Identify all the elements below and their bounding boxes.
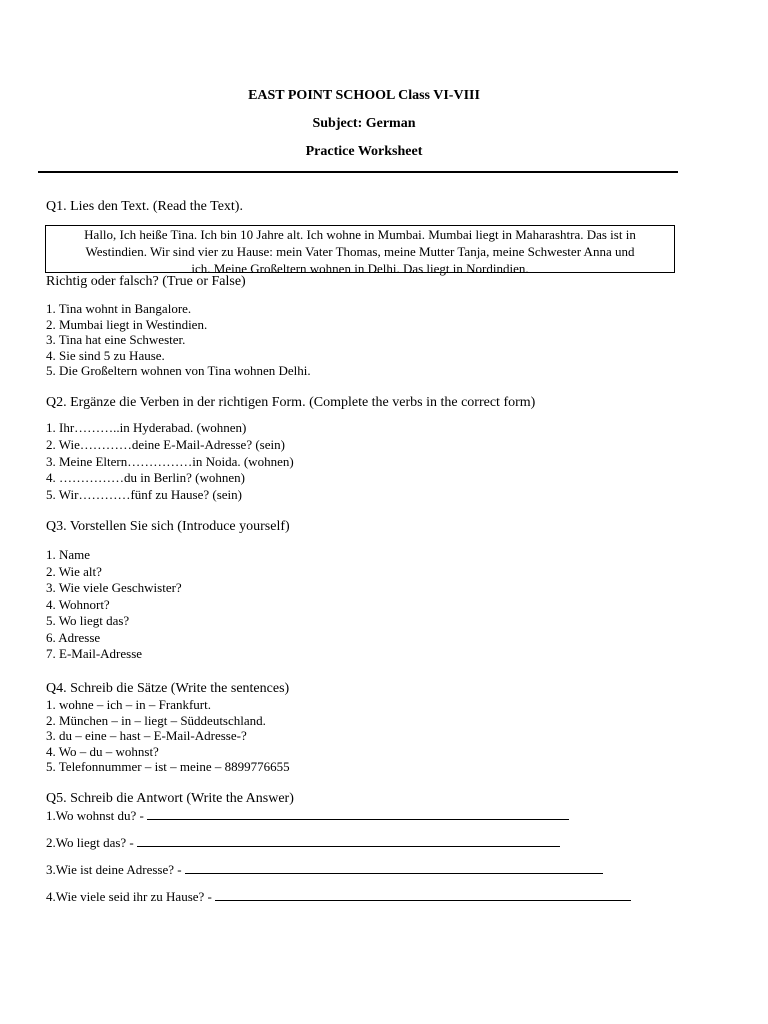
list-item: 6. Adresse — [46, 629, 101, 645]
list-item: 2. Mumbai liegt in Westindien. — [46, 316, 208, 332]
answer-row-2 — [46, 834, 560, 851]
list-item: 4. Wohnort? — [46, 596, 110, 612]
q2-list — [46, 420, 294, 504]
passage-line: ich. Meine Großeltern wohnen in Delhi. Das liegt in Nordindien. — [191, 261, 529, 276]
answer-prompt: 3.Wie ist deine Adresse? - — [46, 862, 185, 877]
school-title: EAST POINT SCHOOL Class VI-VIII — [248, 88, 480, 103]
answer-prompt: 4.Wie viele seid ihr zu Hause? - — [46, 889, 216, 904]
worksheet-title: Practice Worksheet — [305, 144, 423, 159]
answer-row-3 — [46, 861, 603, 878]
q1-subheading: Richtig oder falsch? (True or False) — [46, 274, 246, 289]
q1-list — [46, 301, 311, 379]
list-item: 4. ……………du in Berlin? (wohnen) — [46, 470, 245, 486]
list-item: 3. Wie viele Geschwister? — [46, 580, 182, 595]
q3-heading: Q3. Vorstellen Sie sich (Introduce yourself) — [46, 519, 290, 534]
q1-heading: Q1. Lies den Text. (Read the Text). — [46, 199, 243, 214]
list-item: 2. Wie alt? — [46, 563, 102, 579]
answer-row-4 — [46, 888, 631, 905]
list-item: 2. Wie…………deine E-Mail-Adresse? (sein) — [46, 436, 285, 452]
list-item: 5. Wir…………fünf zu Hause? (sein) — [46, 487, 242, 503]
q1-passage-box — [45, 225, 675, 276]
answer-blank[interactable] — [147, 807, 569, 820]
list-item: 4. Wo – du – wohnst? — [46, 743, 159, 759]
list-item: 7. E-Mail-Adresse — [46, 646, 143, 661]
answer-blank[interactable] — [185, 861, 603, 874]
q4-heading: Q4. Schreib die Sätze (Write the sentences) — [46, 681, 290, 696]
list-item: 3. Tina hat eine Schwester. — [46, 332, 186, 347]
q5-heading: Q5. Schreib die Antwort (Write the Answer) — [46, 791, 294, 806]
list-item: 1. wohne – ich – in – Frankfurt. — [46, 697, 212, 712]
list-item: 5. Wo liegt das? — [46, 613, 130, 628]
passage-line: Westindien. Wir sind vier zu Hause: mein Vater Thomas, meine Mutter Tanja, meine Schwester Anna und — [85, 244, 635, 259]
list-item: 1. Ihr………..in Hyderabad. (wohnen) — [46, 420, 247, 435]
subject-title: Subject: German — [312, 116, 416, 131]
list-item: 5. Telefonnummer – ist – meine – 8899776655 — [46, 759, 290, 774]
list-item: 1. Name — [46, 547, 91, 562]
answer-blank[interactable] — [215, 888, 631, 901]
answer-prompt: 1.Wo wohnst du? - — [46, 808, 148, 823]
passage-line: Hallo, Ich heiße Tina. Ich bin 10 Jahre alt. Ich wohne in Mumbai. Mumbai liegt in Maharashtra. Das ist in — [84, 227, 636, 242]
q4-list — [46, 697, 290, 775]
answer-row-1 — [46, 807, 569, 824]
list-item: 1. Tina wohnt in Bangalore. — [46, 301, 192, 316]
list-item: 2. München – in – liegt – Süddeutschland. — [46, 712, 266, 728]
answer-prompt: 2.Wo liegt das? - — [46, 835, 138, 850]
q3-list — [46, 547, 182, 663]
list-item: 5. Die Großeltern wohnen von Tina wohnen Delhi. — [46, 363, 311, 378]
list-item: 3. du – eine – hast – E-Mail-Adresse-? — [46, 728, 247, 743]
header-divider — [38, 171, 678, 173]
q2-heading: Q2. Ergänze die Verben in der richtigen Form. (Complete the verbs in the correct form) — [46, 395, 536, 410]
answer-blank[interactable] — [137, 834, 560, 847]
list-item: 3. Meine Eltern……………in Noida. (wohnen) — [46, 453, 294, 469]
list-item: 4. Sie sind 5 zu Hause. — [46, 347, 165, 363]
